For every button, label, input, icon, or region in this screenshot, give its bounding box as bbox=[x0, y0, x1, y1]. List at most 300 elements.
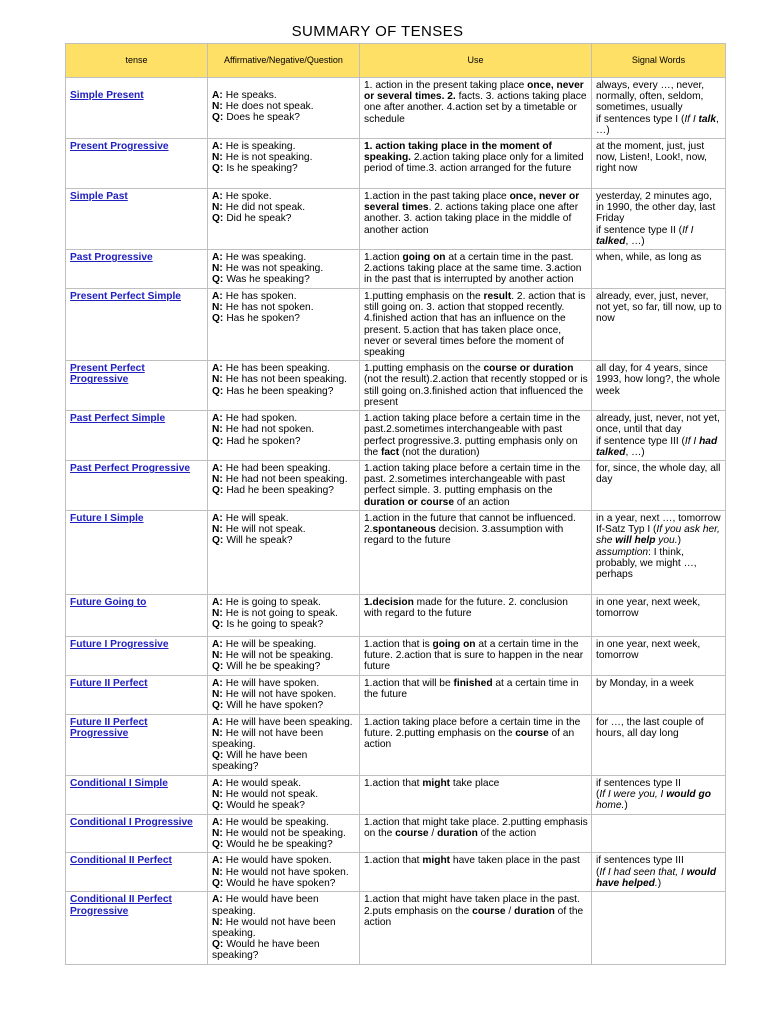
plain-text: for, since, the whole day, all day bbox=[596, 463, 721, 486]
emphasized-text: you. bbox=[655, 535, 678, 547]
forms-cell bbox=[208, 189, 360, 250]
form-example: Will he have been speaking? bbox=[212, 750, 308, 773]
tense-cell bbox=[66, 78, 208, 139]
plain-text: already, just, never, not yet, once, until that day bbox=[596, 413, 720, 436]
form-example: He was not speaking. bbox=[225, 263, 324, 275]
plain-text: by Monday, in a week bbox=[596, 678, 694, 690]
tense-link-present-perfect-progressive[interactable]: Present Perfect Progressive bbox=[70, 363, 145, 386]
signal-words-cell bbox=[592, 361, 726, 411]
tense-cell bbox=[66, 637, 208, 676]
table-row bbox=[66, 139, 726, 189]
affirmative-form bbox=[212, 363, 356, 374]
emphasized-text: home. bbox=[596, 800, 625, 812]
tense-cell bbox=[66, 853, 208, 892]
plain-text: of an action bbox=[454, 496, 510, 508]
plain-text: for …, the last couple of hours, all day long bbox=[596, 716, 704, 739]
tense-cell bbox=[66, 250, 208, 289]
tense-link-future-ii-perfect-progressive[interactable]: Future II Perfect Progressive bbox=[70, 716, 148, 739]
form-example: He will have spoken. bbox=[225, 678, 320, 690]
tense-cell bbox=[66, 139, 208, 189]
negative-form bbox=[212, 728, 356, 750]
plain-text: of the action bbox=[364, 905, 584, 928]
form-label: N: bbox=[212, 202, 223, 214]
form-label: A: bbox=[212, 597, 223, 609]
table-row bbox=[66, 461, 726, 511]
tense-cell bbox=[66, 411, 208, 461]
affirmative-form bbox=[212, 191, 356, 202]
form-label: N: bbox=[212, 524, 223, 536]
use-paragraph bbox=[364, 252, 588, 286]
signal-words-cell bbox=[592, 289, 726, 361]
header-use: Use bbox=[360, 44, 592, 78]
tenses-table bbox=[65, 43, 726, 965]
plain-text: 1.action taking place before a certain time in the past. 2.sometimes interchangeable with past perfect simple. 3. putting emphasis on the bbox=[364, 463, 581, 497]
form-example: He will not be speaking. bbox=[225, 650, 334, 662]
tense-link-conditional-i-simple[interactable]: Conditional I Simple bbox=[70, 777, 168, 789]
plain-text: at a certain time in the future. 2.action that is sure to happen in the near future bbox=[364, 639, 584, 673]
form-example: He will speak. bbox=[225, 513, 289, 525]
signal-paragraph bbox=[596, 225, 722, 247]
emphasized-text: If you ask her, she bbox=[596, 524, 720, 547]
question-form bbox=[212, 939, 356, 961]
form-label: N: bbox=[212, 727, 223, 739]
tense-link-past-perfect-progressive[interactable]: Past Perfect Progressive bbox=[70, 463, 191, 475]
form-example: He will be speaking. bbox=[225, 639, 317, 651]
question-form bbox=[212, 213, 356, 224]
affirmative-form bbox=[212, 817, 356, 828]
tense-link-future-ii-perfect[interactable]: Future II Perfect bbox=[70, 678, 148, 690]
plain-text: 1.action taking place before a certain time in the past.2.sometimes interchangeable with past perfect progressive.3. putting emphasis only on the bbox=[364, 413, 581, 458]
form-label: A: bbox=[212, 463, 223, 475]
plain-text: (not the result).2.action that recently stopped or is still going on.3.finished action that influenced the present bbox=[364, 374, 588, 408]
form-label: Q: bbox=[212, 485, 224, 497]
use-cell bbox=[360, 714, 592, 775]
negative-form bbox=[212, 867, 356, 878]
use-paragraph bbox=[364, 894, 588, 928]
forms-cell bbox=[208, 814, 360, 853]
emphasized-text: If I bbox=[684, 435, 700, 447]
form-label: N: bbox=[212, 263, 223, 275]
form-label: N: bbox=[212, 689, 223, 701]
tense-link-simple-present[interactable]: Simple Present bbox=[70, 90, 144, 101]
table-row bbox=[66, 892, 726, 965]
plain-text: if sentence type III ( bbox=[596, 435, 685, 447]
plain-text: at a certain time in the past. 2.actions taking place at the same time. 3.action in the past that is interrupted by another action bbox=[364, 252, 582, 286]
use-cell bbox=[360, 511, 592, 595]
question-form bbox=[212, 619, 356, 630]
emphasized-text: result bbox=[483, 291, 512, 303]
emphasized-text: finished bbox=[453, 678, 493, 690]
signal-words-cell bbox=[592, 189, 726, 250]
plain-text: if sentences type I ( bbox=[596, 113, 685, 125]
plain-text: in a year, next …, tomorrow bbox=[596, 513, 721, 525]
negative-form bbox=[212, 608, 356, 619]
form-label: Q: bbox=[212, 112, 224, 124]
form-example: Will he have spoken? bbox=[226, 700, 324, 712]
form-label: Q: bbox=[212, 661, 224, 673]
signal-paragraph bbox=[596, 141, 722, 175]
use-paragraph bbox=[364, 855, 588, 866]
form-example: He had not been speaking. bbox=[225, 474, 348, 486]
plain-text: made for the future. 2. conclusion with regard to the future bbox=[364, 597, 568, 620]
signal-paragraph bbox=[596, 789, 722, 811]
form-label: A: bbox=[212, 855, 223, 867]
use-paragraph bbox=[364, 717, 588, 751]
tense-cell bbox=[66, 775, 208, 814]
form-label: N: bbox=[212, 101, 223, 113]
form-label: N: bbox=[212, 302, 223, 314]
signal-words-cell bbox=[592, 250, 726, 289]
form-example: He would be speaking. bbox=[225, 816, 329, 828]
emphasized-text: going on bbox=[402, 252, 446, 264]
question-form bbox=[212, 313, 356, 324]
tense-link-conditional-ii-perfect[interactable]: Conditional II Perfect bbox=[70, 855, 172, 867]
emphasized-text: duration bbox=[514, 905, 555, 917]
use-paragraph bbox=[364, 191, 588, 236]
use-cell bbox=[360, 853, 592, 892]
form-label: A: bbox=[212, 191, 223, 203]
plain-text: 1.action bbox=[364, 252, 403, 264]
affirmative-form bbox=[212, 678, 356, 689]
signal-words-cell bbox=[592, 892, 726, 965]
emphasized-text: once, never or several times. 2. bbox=[364, 80, 584, 103]
emphasized-text: will help bbox=[615, 535, 656, 547]
plain-text: ( bbox=[596, 866, 600, 878]
plain-text: at the moment, just, just now, Listen!, Look!, now, right now bbox=[596, 141, 708, 175]
plain-text: always, every …, never, normally, often, seldom, sometimes, usually bbox=[596, 80, 705, 114]
table-header bbox=[66, 44, 726, 78]
plain-text: ) bbox=[677, 535, 681, 547]
tense-link-future-i-simple[interactable]: Future I Simple bbox=[70, 513, 144, 525]
negative-form bbox=[212, 828, 356, 839]
emphasized-text: would have helped bbox=[596, 866, 717, 889]
signal-paragraph bbox=[596, 191, 722, 225]
use-paragraph bbox=[364, 80, 588, 125]
plain-text: 1.action that might take place. 2.putting emphasis on the bbox=[364, 816, 588, 839]
form-label: Q: bbox=[212, 213, 224, 225]
form-label: Q: bbox=[212, 877, 224, 889]
form-label: N: bbox=[212, 916, 223, 928]
use-cell bbox=[360, 814, 592, 853]
form-label: N: bbox=[212, 374, 223, 386]
form-example: He will have been speaking. bbox=[225, 716, 353, 728]
forms-cell bbox=[208, 461, 360, 511]
tense-link-future-i-progressive[interactable]: Future I Progressive bbox=[70, 639, 169, 651]
signal-words-cell bbox=[592, 78, 726, 139]
use-paragraph bbox=[364, 639, 588, 673]
affirmative-form bbox=[212, 463, 356, 474]
form-example: He is not speaking. bbox=[225, 152, 313, 164]
emphasized-text: once, never or several times bbox=[364, 191, 580, 214]
negative-form bbox=[212, 689, 356, 700]
tense-cell bbox=[66, 289, 208, 361]
form-example: He would not be speaking. bbox=[225, 827, 346, 839]
plain-text: if sentences type II bbox=[596, 777, 681, 789]
emphasized-text: If I had seen that, I bbox=[599, 866, 687, 878]
form-label: Q: bbox=[212, 435, 224, 447]
form-example: He spoke. bbox=[225, 191, 272, 203]
form-example: He had spoken. bbox=[225, 413, 298, 425]
negative-form bbox=[212, 374, 356, 385]
signal-words-cell bbox=[592, 714, 726, 775]
form-example: Would he have been speaking? bbox=[212, 939, 320, 962]
plain-text: / bbox=[428, 827, 438, 839]
signal-paragraph bbox=[596, 80, 722, 114]
negative-form bbox=[212, 650, 356, 661]
question-form bbox=[212, 750, 356, 772]
table-row bbox=[66, 775, 726, 814]
use-paragraph bbox=[364, 291, 588, 358]
form-label: A: bbox=[212, 141, 223, 153]
affirmative-form bbox=[212, 291, 356, 302]
form-label: A: bbox=[212, 716, 223, 728]
signal-words-cell bbox=[592, 511, 726, 595]
form-example: He will not have been speaking. bbox=[212, 727, 324, 751]
tense-link-past-progressive[interactable]: Past Progressive bbox=[70, 252, 153, 264]
plain-text: : I think, probably, we might …, perhaps bbox=[596, 546, 697, 581]
form-example: Is he going to speak? bbox=[226, 619, 324, 631]
emphasized-text: course or duration bbox=[483, 363, 574, 375]
question-form bbox=[212, 274, 356, 285]
signal-paragraph bbox=[596, 547, 722, 581]
question-form bbox=[212, 800, 356, 811]
negative-form bbox=[212, 152, 356, 163]
signal-paragraph bbox=[596, 867, 722, 889]
plain-text: 1.putting emphasis on the bbox=[364, 291, 484, 303]
affirmative-form bbox=[212, 894, 356, 916]
use-cell bbox=[360, 676, 592, 715]
signal-paragraph bbox=[596, 855, 722, 866]
form-label: N: bbox=[212, 788, 223, 800]
form-label: Q: bbox=[212, 800, 224, 812]
plain-text: in one year, next week, tomorrow bbox=[596, 597, 701, 620]
plain-text: , …) bbox=[625, 446, 645, 458]
signal-paragraph bbox=[596, 524, 722, 546]
table-body bbox=[66, 78, 726, 965]
negative-form bbox=[212, 524, 356, 535]
use-paragraph bbox=[364, 463, 588, 508]
signal-paragraph bbox=[596, 678, 722, 689]
emphasized-text: might bbox=[422, 777, 451, 789]
table-row bbox=[66, 250, 726, 289]
use-paragraph bbox=[364, 817, 588, 839]
emphasized-text: spontaneous bbox=[372, 524, 436, 536]
table-row bbox=[66, 814, 726, 853]
tense-cell bbox=[66, 714, 208, 775]
signal-words-cell bbox=[592, 775, 726, 814]
plain-text: of an action bbox=[364, 727, 575, 751]
form-label: N: bbox=[212, 474, 223, 486]
affirmative-form bbox=[212, 717, 356, 728]
plain-text: ) bbox=[657, 877, 662, 889]
question-form bbox=[212, 485, 356, 496]
tense-cell bbox=[66, 814, 208, 853]
plain-text: already, ever, just, never, not yet, so far, till now, up to now bbox=[596, 291, 722, 325]
table-row bbox=[66, 189, 726, 250]
affirmative-form bbox=[212, 855, 356, 866]
signal-paragraph bbox=[596, 597, 722, 619]
form-example: Would he speak? bbox=[226, 800, 305, 812]
plain-text: . 2. actions taking place one after another. 3. action taking place in the middle of another action bbox=[364, 202, 579, 236]
form-example: He would not have been speaking. bbox=[212, 916, 336, 939]
table-row bbox=[66, 78, 726, 139]
tense-cell bbox=[66, 595, 208, 637]
question-form bbox=[212, 700, 356, 711]
signal-paragraph bbox=[596, 436, 722, 458]
emphasized-text: assumption bbox=[596, 546, 649, 558]
form-label: N: bbox=[212, 827, 223, 839]
tense-link-present-perfect-simple[interactable]: Present Perfect Simple bbox=[70, 291, 181, 303]
question-form bbox=[212, 163, 356, 174]
header-tense: tense bbox=[66, 44, 208, 78]
negative-form bbox=[212, 789, 356, 800]
question-form bbox=[212, 112, 356, 123]
header-row bbox=[66, 44, 726, 78]
table-row bbox=[66, 853, 726, 892]
affirmative-form bbox=[212, 778, 356, 789]
form-label: N: bbox=[212, 424, 223, 436]
emphasized-text: . bbox=[654, 877, 658, 889]
negative-form bbox=[212, 474, 356, 485]
form-label: Q: bbox=[212, 385, 224, 397]
forms-cell bbox=[208, 361, 360, 411]
forms-cell bbox=[208, 511, 360, 595]
page-title: SUMMARY OF TENSES bbox=[291, 23, 464, 40]
forms-cell bbox=[208, 676, 360, 715]
form-example: Has he been speaking? bbox=[226, 385, 334, 397]
tense-cell bbox=[66, 461, 208, 511]
table-row bbox=[66, 595, 726, 637]
use-paragraph bbox=[364, 597, 588, 619]
negative-form bbox=[212, 302, 356, 313]
affirmative-form bbox=[212, 252, 356, 263]
forms-cell bbox=[208, 289, 360, 361]
emphasized-text: talk bbox=[698, 113, 717, 125]
form-example: Had he been speaking? bbox=[226, 485, 334, 497]
plain-text: 1.action taking place before a certain time in the future. 2.putting emphasis on the bbox=[364, 716, 581, 739]
tense-link-past-perfect-simple[interactable]: Past Perfect Simple bbox=[70, 413, 166, 425]
use-cell bbox=[360, 637, 592, 676]
emphasized-text: duration or course bbox=[364, 496, 455, 508]
form-example: He had not spoken. bbox=[225, 424, 315, 436]
use-cell bbox=[360, 250, 592, 289]
emphasized-text: 1. action taking place in the moment of speaking. bbox=[364, 141, 552, 164]
plain-text: / bbox=[505, 905, 515, 917]
signal-words-cell bbox=[592, 461, 726, 511]
form-label: Q: bbox=[212, 750, 224, 762]
table-row bbox=[66, 511, 726, 595]
use-cell bbox=[360, 361, 592, 411]
use-paragraph bbox=[364, 141, 588, 175]
plain-text: 1.action in the past taking place bbox=[364, 191, 510, 203]
form-label: Q: bbox=[212, 939, 224, 951]
question-form bbox=[212, 661, 356, 672]
plain-text: 1.action that bbox=[364, 855, 423, 867]
emphasized-text: 1.decision bbox=[364, 597, 414, 609]
plain-text: , …) bbox=[596, 113, 719, 136]
emphasized-text: fact bbox=[381, 446, 400, 458]
forms-cell bbox=[208, 775, 360, 814]
signal-words-cell bbox=[592, 411, 726, 461]
tense-link-simple-past[interactable]: Simple Past bbox=[70, 191, 128, 203]
signal-paragraph bbox=[596, 778, 722, 789]
form-example: He will not speak. bbox=[225, 524, 306, 536]
plain-text: 2.action taking place only for a limited period of time.3. action arranged for the future bbox=[364, 152, 584, 175]
emphasized-text: would go bbox=[666, 788, 711, 800]
form-example: He is going to speak. bbox=[225, 597, 321, 609]
question-form bbox=[212, 436, 356, 447]
question-form bbox=[212, 386, 356, 397]
signal-words-cell bbox=[592, 595, 726, 637]
use-paragraph bbox=[364, 778, 588, 789]
negative-form bbox=[212, 202, 356, 213]
form-label: Q: bbox=[212, 163, 224, 175]
plain-text: 1.action that bbox=[364, 777, 423, 789]
plain-text: all day, for 4 years, since 1993, how long?, the whole week bbox=[596, 363, 721, 397]
header-signal-words: Signal Words bbox=[592, 44, 726, 78]
form-example: Does he speak? bbox=[226, 112, 300, 124]
use-cell bbox=[360, 775, 592, 814]
form-example: He does not speak. bbox=[225, 101, 314, 113]
plain-text: 1.putting emphasis on the bbox=[364, 363, 484, 375]
signal-paragraph bbox=[596, 463, 722, 485]
use-cell bbox=[360, 411, 592, 461]
table-row bbox=[66, 289, 726, 361]
tense-link-conditional-i-progressive[interactable]: Conditional I Progressive bbox=[70, 816, 193, 828]
plain-text: of the action bbox=[477, 827, 537, 839]
form-example: He would have been speaking. bbox=[212, 894, 319, 917]
form-label: Q: bbox=[212, 313, 224, 325]
emphasized-text: If I bbox=[682, 224, 694, 236]
tense-link-conditional-ii-perfect-progressive[interactable]: Conditional II Perfect Progressive bbox=[70, 894, 172, 917]
tense-link-present-progressive[interactable]: Present Progressive bbox=[70, 141, 169, 153]
emphasized-text: talked bbox=[596, 235, 626, 247]
form-example: He is not going to speak. bbox=[225, 608, 338, 620]
tense-cell bbox=[66, 361, 208, 411]
signal-words-cell bbox=[592, 637, 726, 676]
plain-text: decision. 3.assumption with regard to the future bbox=[364, 524, 564, 547]
form-label: A: bbox=[212, 363, 223, 375]
use-cell bbox=[360, 189, 592, 250]
form-label: A: bbox=[212, 816, 223, 828]
plain-text: ( bbox=[596, 788, 600, 800]
form-label: A: bbox=[212, 513, 223, 525]
form-label: A: bbox=[212, 777, 223, 789]
plain-text: 1.action that is bbox=[364, 639, 433, 651]
plain-text: , …) bbox=[625, 235, 645, 247]
tense-link-future-going-to[interactable]: Future Going to bbox=[70, 597, 147, 609]
negative-form bbox=[212, 263, 356, 274]
use-paragraph bbox=[364, 678, 588, 700]
form-label: N: bbox=[212, 608, 223, 620]
form-example: Would he be speaking? bbox=[226, 839, 333, 851]
tense-cell bbox=[66, 676, 208, 715]
emphasized-text: might bbox=[422, 855, 451, 867]
affirmative-form bbox=[212, 513, 356, 524]
plain-text: 1.action that will be bbox=[364, 678, 454, 690]
header-forms: Affirmative/Negative/Question bbox=[208, 44, 360, 78]
use-paragraph bbox=[364, 413, 588, 458]
form-example: He has been speaking. bbox=[225, 363, 330, 375]
use-cell bbox=[360, 595, 592, 637]
signal-paragraph bbox=[596, 363, 722, 397]
form-example: He speaks. bbox=[225, 90, 277, 101]
question-form bbox=[212, 535, 356, 546]
form-label: A: bbox=[212, 894, 223, 906]
form-label: A: bbox=[212, 413, 223, 425]
form-example: He has not spoken. bbox=[225, 302, 314, 314]
form-example: He would not speak. bbox=[225, 788, 319, 800]
